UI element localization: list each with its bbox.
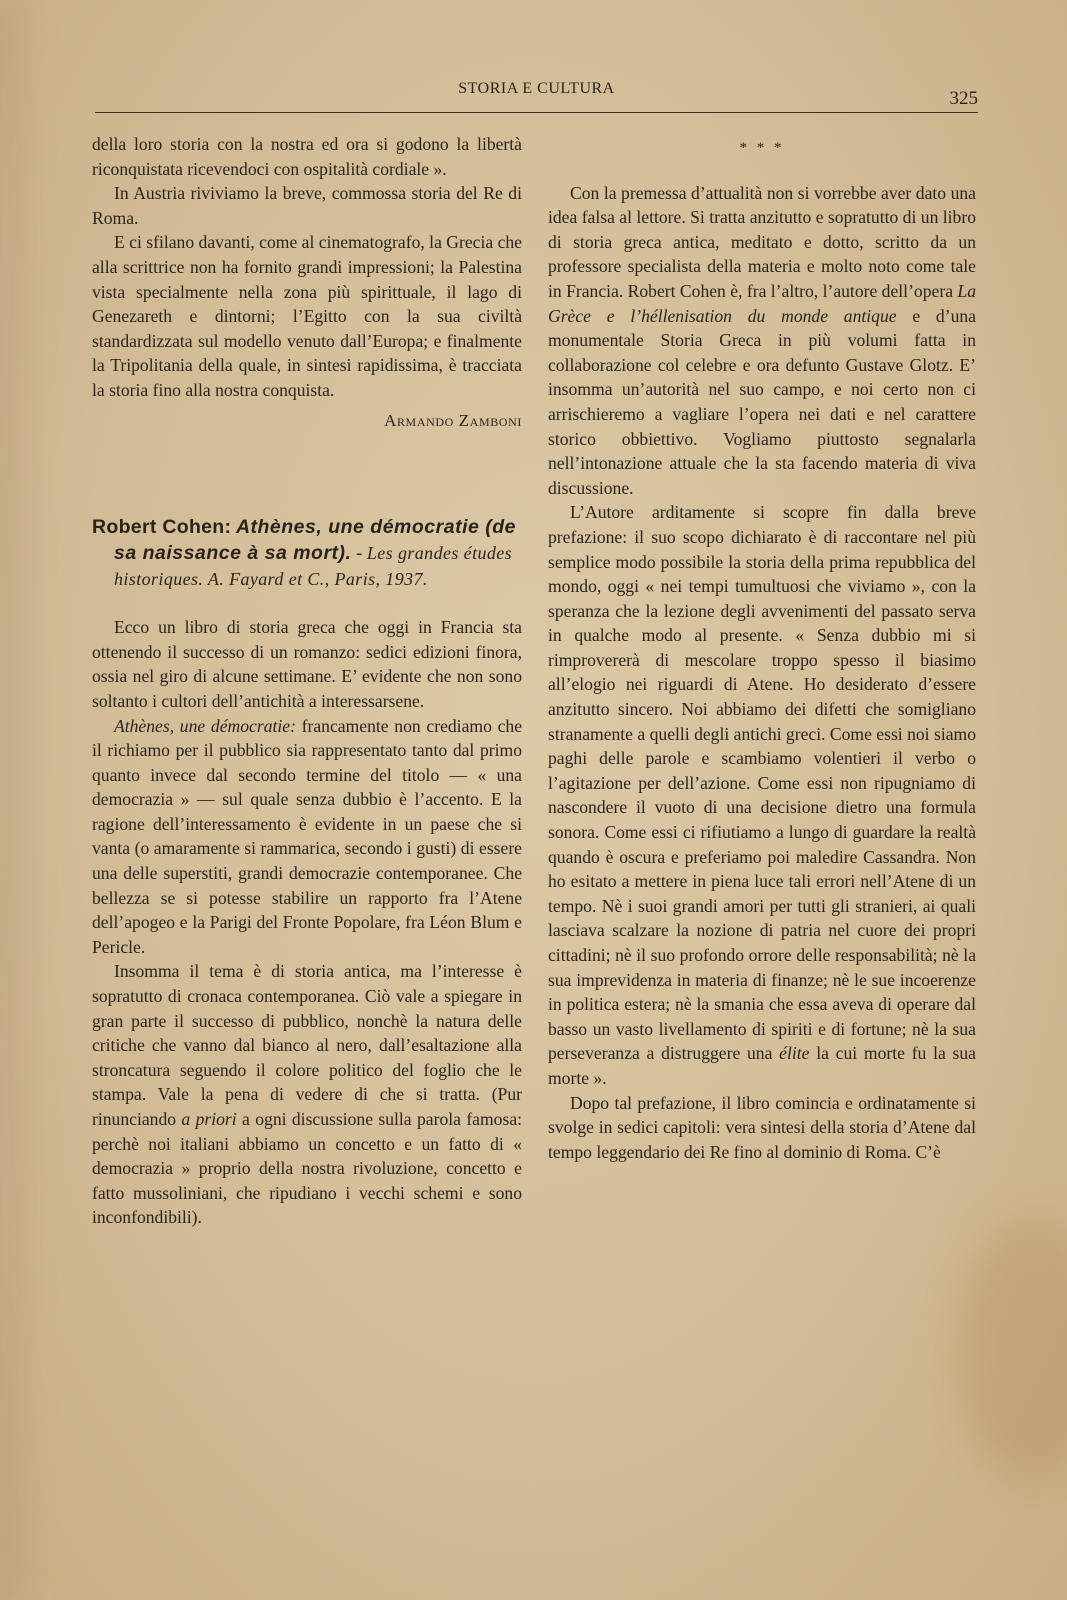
paragraph: Dopo tal prefazione, il libro comincia e ordinatamente si svolge in sedici capitoli: vera sintesi della storia d’Atene dal tempo leggendario dei Re fino al dominio di Roma. C’è — [548, 1092, 976, 1162]
paragraph-text: e d’una monumentale Storia Greca in più volumi fatta in collaborazione col celebre e ora defunto Gustave Glotz. E’ insomma un’autorità nel suo campo, e noi certo non ci arrischieremo a vagliare l’opera nei dati e nel carattere storico obbiettivo. Vogliamo piuttosto segnalarla nell’intonazione attuale che la sta facendo materia di viva discussione. — [548, 305, 976, 498]
paragraph: della loro storia con la nostra ed ora si godono la libertà riconquistata ricevendoci con ospitalità cordiale ». — [92, 134, 522, 179]
review-book-title: Athènes, une démocratie (de sa naissance à sa mort). — [114, 516, 517, 565]
section-break-stars: * * * — [739, 140, 785, 156]
paper-edge-shadow — [0, 0, 30, 1600]
paper-stain — [957, 1220, 1067, 1480]
paragraph — [548, 500, 976, 1090]
italic-word: élite — [779, 1043, 810, 1064]
left-column — [92, 132, 522, 1230]
paragraph-text: la cui morte fu la sua morte ». — [548, 1043, 976, 1088]
paragraph-text: Insomma il tema è di storia antica, ma l’interesse è sopratutto di cronaca contemporanea. Ciò vale a spiegare in gran parte il successo di pubblico, nonchè la natura delle critiche che vanno dal bianco al nero, dall’esaltazione alla stroncatura seguendo il colore politico del foglio che le stampa. Vale la pena di vedere di che si tratta. (Pur rinunciando — [92, 961, 522, 1129]
italic-phrase: a priori — [181, 1109, 237, 1129]
paragraph — [548, 181, 976, 501]
right-column — [548, 132, 976, 1164]
italic-title: Athènes, une démocratie: — [114, 715, 296, 736]
author-signature: Armando Zamboni — [384, 410, 522, 430]
paragraph-text: a ogni discussione sulla parola famosa: perchè noi italiani abbiamo un concetto e un fatto di « democrazia » proprio della nostra rivoluzione, concetto e fatto mussoliniani, che ripudiano i vecchi schemi e sono inconfondibili). — [92, 1109, 523, 1228]
page-number: 325 — [949, 88, 978, 109]
paragraph: In Austria riviviamo la breve, commossa storia del Re di Roma. — [92, 183, 522, 228]
paragraph — [92, 959, 522, 1230]
italic-title: La Grèce e l’héllenisation du monde antique — [548, 280, 976, 326]
paragraph-text: L’Autore arditamente si scopre fin dalla breve prefazione: il suo scopo dichiarato è di raccontare nel più semplice modo possibile la storia della prima repubblica del mondo, oggi « nei tempi tumultuosi che viviamo », con la speranza che la lezione degli avvenimenti del passato serva in qualche modo al presente. « Senza dubbio mi si rimprovererà di mescolare troppo spesso il biasimo all’elogio nei riguardi di Atene. Ho desiderato d’essere anzitutto sincero. Noi abbiamo dei difetti che somigliano stranamente a quelli degli antichi greci. Come essi noi siamo paghi delle parole e scambiamo volentieri il verbo o l’agitazione per dell’azione. Come essi non ripugniamo di nascondere il vuoto di una decisione dietro una formula sonora. Come essi ci rifiutiamo a lungo di guardare la realtà quando è oscura e preferiamo poi maledire Cassandra. Non ho esitato a mettere in piena luce tali errori nell’Atene di un tempo. Nè i suoi grandi amori per tutti gli stranieri, ai quali lasciava scalzare la nozione di patria nel cuore dei propri cittadini; nè il suo profondo orrore delle responsabilità; nè la sua imprevidenza in materia di finanze; nè le sue incoerenze in politica estera; nè la smania che essa aveva di operare dal basso un vasto livellamento di spiriti e di fortune; nè la sua perseveranza a distruggere una — [548, 502, 976, 1064]
running-title: STORIA E CULTURA — [458, 80, 615, 97]
review-author: Robert Cohen: — [92, 516, 232, 539]
paragraph-text: francamente non crediamo che il richiamo per il pubblico sia rappresentato tanto dal primo quanto invece dal secondo termine del titolo — « una democrazia » — sul quale senza dubbio è l’accento. E la ragione dell’interessamento è evidente in un paese che si vanta (o amaramente si rammarica, secondo i gusti) di essere una delle superstiti, grandi democrazie contemporanee. Che bellezza se si potesse stabilire un rapporto fra l’Atene dell’apogeo e la Parigi del Fronte Popolare, fra Léon Blum e Pericle. — [92, 715, 522, 957]
paragraph: Ecco un libro di storia greca che oggi in Francia sta ottenendo il successo di un romanzo: sedici edizioni finora, ossia nel giro di alcune settimane. E’ evidente che non sono soltanto i cultori dell’antichità a interessarsene. — [92, 617, 522, 711]
header-rule — [95, 112, 978, 113]
review-dash: - — [356, 544, 363, 565]
review-publisher: Les grandes études historiques. A. Fayard et C., Paris, 1937. — [114, 543, 513, 590]
page-header — [95, 70, 978, 120]
paragraph-text: Con la premessa d’attualità non si vorrebbe aver dato una idea falsa al lettore. Si tratta anzitutto e sopratutto di un libro di storia greca antica, meditato e dotto, scritto da un professore specialista della materia e molto noto come tale in Francia. Robert Cohen è, fra l’altro, l’autore dell’opera — [548, 182, 976, 301]
paragraph: E ci sfilano davanti, come al cinematografo, la Grecia che alla scrittrice non ha fornito grandi impressioni; la Palestina vista specialmente nella zona più spirittuale, il lago di Genezareth e dintorni; l’Egitto con la sua civiltà standardizzata sul modello venuto dall’Europa; e finalmente la Tripolitania della quale, in sintesi rapidissima, è tracciata la storia fino alla nostra conquista. — [92, 232, 522, 400]
paragraph — [92, 714, 522, 960]
review-heading — [92, 515, 522, 593]
